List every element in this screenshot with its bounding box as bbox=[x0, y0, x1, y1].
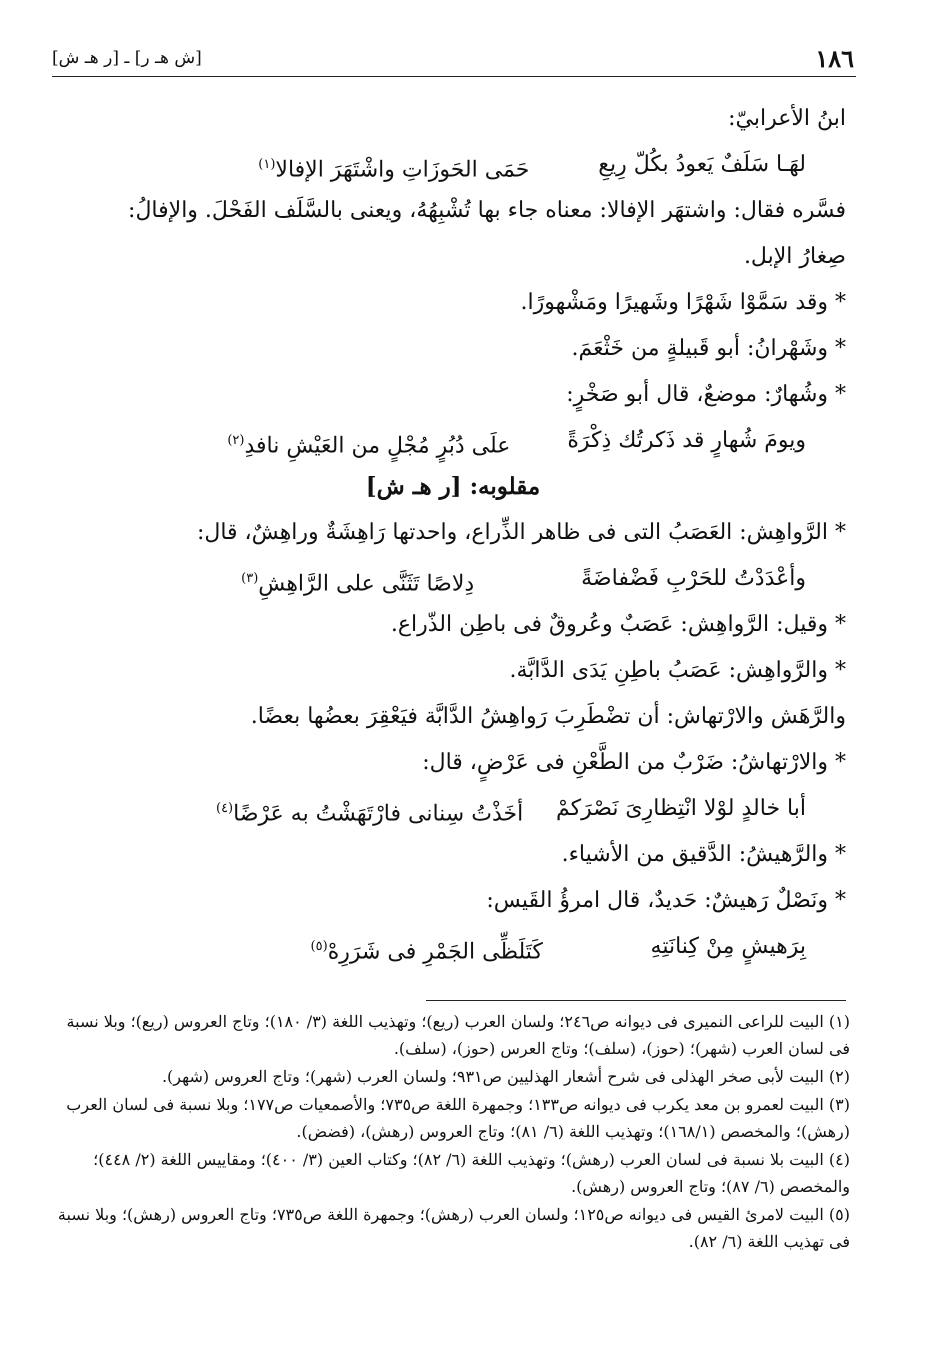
page-header bbox=[52, 44, 854, 78]
verse-hemistich: ويومَ شُهارٍ قد ذَكرتُك ذِكْرَةً bbox=[567, 428, 806, 453]
main-text bbox=[60, 96, 846, 970]
footnote-ref: (٤) bbox=[215, 801, 234, 816]
running-head: [ش هـ ر] ـ [ر هـ ش] bbox=[52, 48, 202, 68]
text-line: * وقد سَمَّوْا شَهْرًا وشَهيرًا ومَشْهورًا. bbox=[520, 290, 846, 315]
verse-hemistich: بِرَهيشٍ مِنْ كِنانَتِهِ bbox=[650, 934, 806, 959]
footnote: (٣) البيت لعمرو بن معد يكرب فى ديوانه ص١٣٣؛ وجمهرة اللغة ص٧٣٥؛ والأصمعيات ص١٧٧؛ وبلا نسبة فى لسان العرب (رهش)؛ والمخصص (١٦٨/١)؛ وتهذيب اللغة (٦/ ٨١)؛ وتاج العروس (رهش)، (فضض). bbox=[66, 1095, 850, 1141]
text-line: والرَّهَش والارْتهاش: أن تضْطَرِبَ رَواهِشُ الدَّابَّة فيَعْقِرَ بعضُها بعضًا. bbox=[250, 704, 846, 729]
footnote-ref: (١) bbox=[258, 157, 276, 172]
text-line: صِغارُ الإبل. bbox=[743, 244, 846, 269]
text-line: * الرَّواهِش: العَصَبُ التى فى ظاهر الذِّراع، واحدتها رَاهِشَةٌ وراهِشٌ، قال: bbox=[196, 520, 846, 545]
verse-hemistich: حَمَى الحَوزَاتِ واشْتَهَرَ الإفالا$^{(١)}$ bbox=[258, 157, 530, 183]
text-line: فسَّره فقال: واشتهَر الإفالا: معناه جاء بها تُشْبِهُهُ، ويعنى بالسَّلَف الفَحْلَ. والإفالُ: bbox=[128, 198, 846, 223]
footnote: (٥) البيت لامرئ القيس فى ديوانه ص١٢٥؛ ولسان العرب (رهش)؛ وجمهرة اللغة ص٧٣٥؛ وتاج العروس (رهش)؛ وبلا نسبة فى تهذيب اللغة (٦/ ٨٢). bbox=[57, 1205, 850, 1251]
verse-line bbox=[60, 786, 846, 832]
verse-line bbox=[60, 142, 846, 188]
verse-hemistich: لهَـا سَلَفٌ يَعودُ بكُلّ رِيعِ bbox=[598, 152, 806, 177]
verse-line bbox=[60, 556, 846, 602]
footnote: (١) البيت للراعى النميرى فى ديوانه ص٢٤٦؛ ولسان العرب (ريع)؛ وتهذيب اللغة (٣/ ١٨٠)؛ وتاج العروس (ريع)؛ وبلا نسبة فى لسان العرب (شهر)؛ (حوز)، (سلف)؛ وتاج العرس (حوز)، (سلف). bbox=[66, 1012, 850, 1058]
text-line: * والرَّهيشُ: الدَّقيق من الأشياء. bbox=[561, 842, 846, 867]
text-line: * وشُهارٌ: موضعٌ، قال أبو صَخْرٍ: bbox=[566, 382, 846, 407]
verse-hemistich: كَتَلَظِّى الجَمْرِ فى شَرَرِهْ$^{(٥)}$ bbox=[310, 939, 543, 965]
footnotes bbox=[54, 1008, 850, 1256]
text-line: * والرَّواهِش: عَصَبُ باطِنِ يَدَى الدَّابَّة. bbox=[509, 658, 846, 683]
text-line: * ونَصْلٌ رَهيشٌ: حَديدٌ، قال امرؤُ القَيس: bbox=[486, 888, 846, 913]
verse-hemistich: علَى دُبُرٍ مُجْلٍ من العَيْشِ نافدِ$^{(٢)}$ bbox=[227, 433, 511, 459]
verse-line bbox=[60, 418, 846, 464]
text-line: * وقيل: الرَّواهِش: عَصَبٌ وعُروقٌ فى باطِن الذّراع. bbox=[390, 612, 846, 637]
footnote-ref: (٥) bbox=[310, 939, 328, 954]
footnote: (٤) البيت بلا نسبة فى لسان العرب (رهش)؛ وتهذيب اللغة (٦/ ٨٢)؛ وكتاب العين (٣/ ٤٠٠)؛ ومقاييس اللغة (٢/ ٤٤٨)؛ والمخصص (٦/ ٨٧)؛ وتاج العروس (رهش). bbox=[93, 1150, 850, 1196]
footnote: (٢) البيت لأبى صخر الهذلى فى شرح أشعار الهذليين ص٩٣١؛ ولسان العرب (شهر)؛ وتاج العروس (شهر). bbox=[161, 1067, 850, 1086]
footnote-ref: (٣) bbox=[241, 571, 259, 586]
verse-line bbox=[60, 924, 846, 970]
page-number: ١٨٦ bbox=[815, 44, 854, 73]
verse-hemistich: وأعْدَدْتُ للحَرْبِ فَضْفاضَةً bbox=[581, 566, 806, 591]
verse-hemistich: دِلاصًا تَثَنَّى على الرَّاهِشِ$^{(٣)}$ bbox=[241, 571, 475, 597]
text-line: * وشَهْرانُ: أبو قَبيلةٍ من خَثْعَمَ. bbox=[571, 336, 846, 361]
footnote-rule bbox=[426, 1000, 846, 1001]
footnote-ref: (٢) bbox=[227, 433, 245, 448]
section-heading: مقلوبه: [ر هـ ش] bbox=[365, 473, 541, 500]
verse-hemistich: أخَذْتُ سِنانى فارْتَهَشْتُ به عَرْضًا$^{(٤)}$ bbox=[215, 801, 524, 827]
header-rule bbox=[52, 76, 856, 77]
text-line: * والارْتهاشُ: ضَرْبٌ من الطَّعْنِ فى عَرْضٍ، قال: bbox=[422, 750, 846, 775]
text-line: ابنُ الأعرابيّ: bbox=[728, 106, 846, 131]
verse-hemistich: أبا خالدٍ لوْلا انْتِظارِىَ نَصْرَكمْ bbox=[555, 796, 806, 821]
